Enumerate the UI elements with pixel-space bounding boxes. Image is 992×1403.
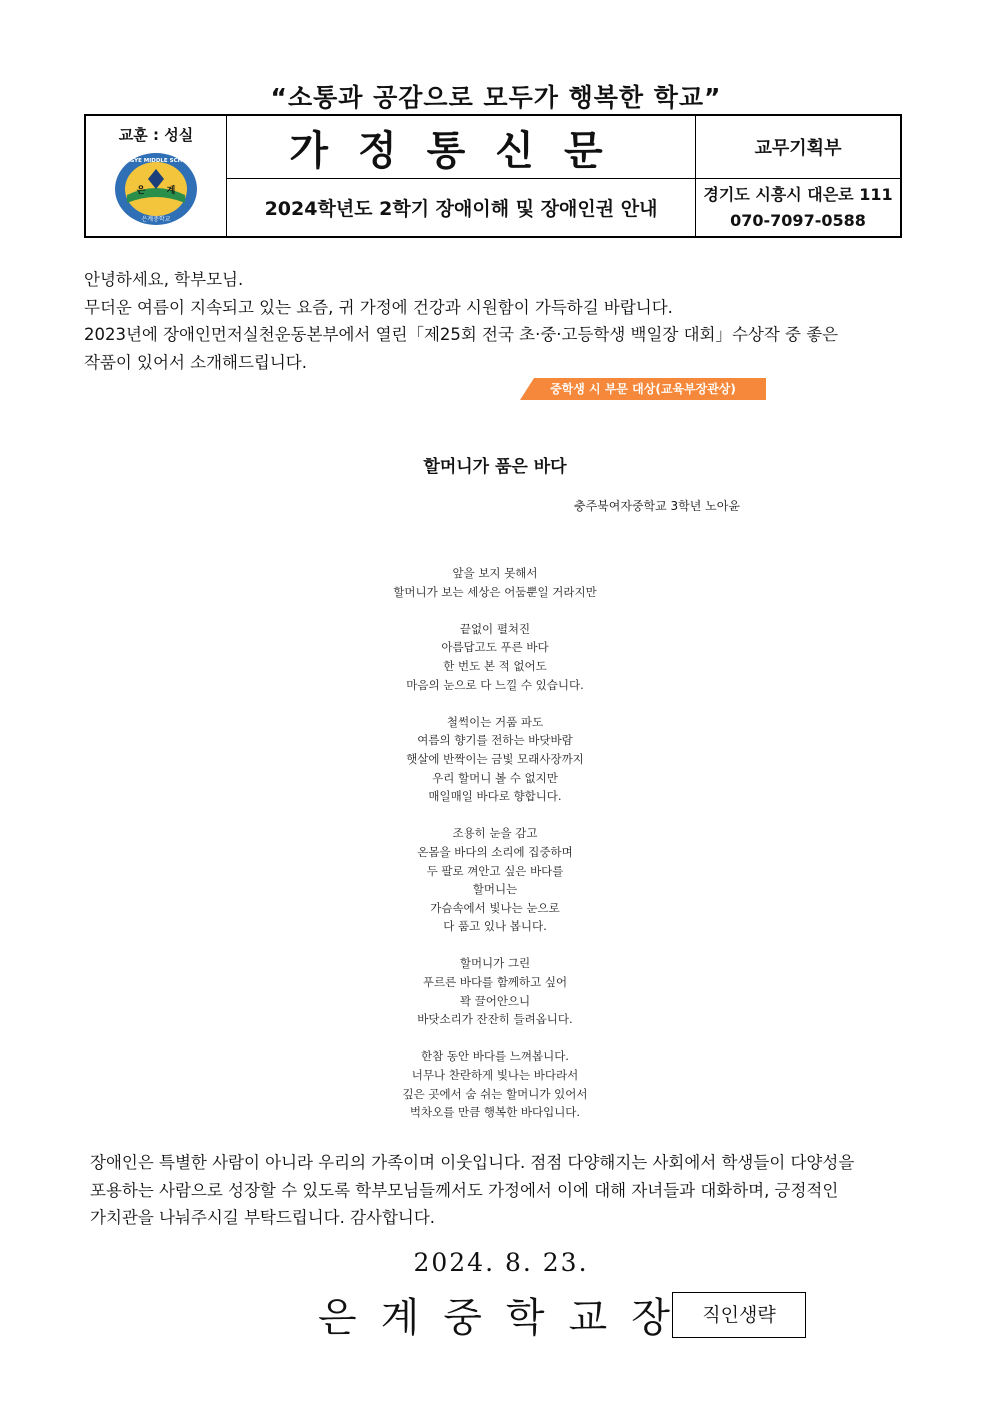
school-motto-cell — [85, 115, 227, 237]
principal-signature: 은계중학교장 — [318, 1295, 694, 1341]
poem-line: 햇살에 반짝이는 금빛 모래사장까지 — [406, 751, 584, 766]
poem-line: 벅차오를 만큼 행복한 바다입니다. — [409, 1105, 581, 1120]
svg-text:은: 은 — [136, 185, 146, 196]
poem-line: 한참 동안 바다를 느껴봅니다. — [421, 1049, 569, 1064]
poem-line: 매일매일 바다로 향합니다. — [428, 789, 562, 804]
poem-line: 다 품고 있나 봅니다. — [443, 919, 547, 934]
poem-line: 한 번도 본 적 없어도 — [443, 658, 547, 673]
closing-line: 장애인은 특별한 사람이 아니라 우리의 가족이며 이웃입니다. 점점 다양해지는 사회에서 학생들이 다양성을 — [90, 1153, 855, 1172]
poem-line: 할머니는 — [472, 882, 518, 897]
poem-line: 두 팔로 껴안고 싶은 바다를 — [426, 863, 564, 878]
department-name: 교무기획부 — [696, 115, 902, 179]
school-logo — [113, 151, 199, 227]
intro-text — [84, 266, 914, 376]
award-label: 중학생 시 부문 대상(교육부장관상) — [520, 378, 766, 400]
poem-stanza — [0, 713, 990, 806]
poem-line: 가슴속에서 빛나는 눈으로 — [430, 900, 560, 915]
svg-text:계: 계 — [166, 185, 176, 196]
poem-line: 조용히 눈을 감고 — [452, 826, 538, 841]
poem-line: 철썩이는 거품 파도 — [446, 714, 544, 729]
intro-line: 2023년에 장애인먼저실천운동본부에서 열린「제25회 전국 초·중·고등학생 백일장 대회」수상작 중 좋은 — [84, 325, 839, 344]
poem-line: 깊은 곳에서 숨 쉬는 할머니가 있어서 — [402, 1086, 588, 1101]
poem-line: 마음의 눈으로 다 느낄 수 있습니다. — [406, 677, 584, 692]
poem-stanza — [0, 824, 990, 936]
intro-greeting: 안녕하세요, 학부모님. — [84, 270, 244, 289]
poem-title: 할머니가 품은 바다 — [423, 457, 567, 477]
intro-line: 무더운 여름이 지속되고 있는 요즘, 귀 가정에 건강과 시원함이 가득하길 바랍니다. — [84, 297, 673, 317]
svg-text:은계중학교: 은계중학교 — [141, 215, 171, 223]
poem-line: 아름답고도 푸른 바다 — [441, 640, 549, 655]
poem-stanza — [0, 954, 990, 1028]
poem-line: 우리 할머니 볼 수 없지만 — [432, 770, 558, 785]
poem-line: 앞을 보지 못해서 — [452, 566, 538, 580]
intro-line: 작품이 있어서 소개해드립니다. — [84, 352, 307, 372]
poem-line: 온몸을 바다의 소리에 집중하며 — [417, 844, 573, 859]
issue-date: 2024. 8. 23. — [413, 1248, 589, 1277]
closing-line: 가치관을 나눠주시길 부탁드립니다. 감사합니다. — [90, 1208, 436, 1227]
newsletter-title: 가정통신문 — [227, 115, 696, 179]
poem-line: 끝없이 펼쳐진 — [459, 621, 531, 636]
closing-line: 포용하는 사람으로 성장할 수 있도록 학부모님들께서도 가정에서 이에 대해 자녀들과 대화하며, 긍정적인 — [90, 1180, 839, 1200]
poem-line: 푸르른 바다를 함께하고 싶어 — [422, 975, 568, 990]
svg-text:EUNGYE MIDDLE SCHOOL: EUNGYE MIDDLE SCHOOL — [116, 157, 196, 164]
poem-stanza — [0, 564, 990, 601]
newsletter-header — [84, 114, 902, 238]
poem-line: 여름의 향기를 전하는 바닷바람 — [417, 733, 573, 748]
poem-line: 너무나 찬란하게 빛나는 바다라서 — [411, 1068, 579, 1083]
poem-line: 할머니가 그린 — [459, 956, 531, 971]
poem-stanza — [0, 1047, 990, 1121]
poem-line: 바닷소리가 잔잔히 들려옵니다. — [417, 1012, 573, 1027]
newsletter-subtitle: 2024학년도 2학기 장애이해 및 장애인권 안내 — [227, 179, 696, 237]
poem-author: 충주북여자중학교 3학년 노아윤 — [574, 499, 740, 513]
school-motto-label: 교훈 : 성실 — [118, 125, 194, 144]
poem-line: 꽉 끌어안으니 — [459, 993, 531, 1008]
school-address: 경기도 시흥시 대은로 111 — [703, 184, 893, 204]
seal-omitted-box: 직인생략 — [672, 1292, 806, 1338]
poem-body — [0, 564, 990, 1140]
poem-stanza — [0, 620, 990, 694]
school-motto-banner: “소통과 공감으로 모두가 행복한 학교” — [270, 83, 722, 112]
poem-line: 할머니가 보는 세상은 어둠뿐일 거라지만 — [393, 584, 597, 599]
closing-text — [84, 1149, 924, 1232]
school-contact — [696, 179, 902, 237]
award-label-notch — [520, 378, 534, 400]
school-phone: 070-7097-0588 — [730, 210, 866, 230]
